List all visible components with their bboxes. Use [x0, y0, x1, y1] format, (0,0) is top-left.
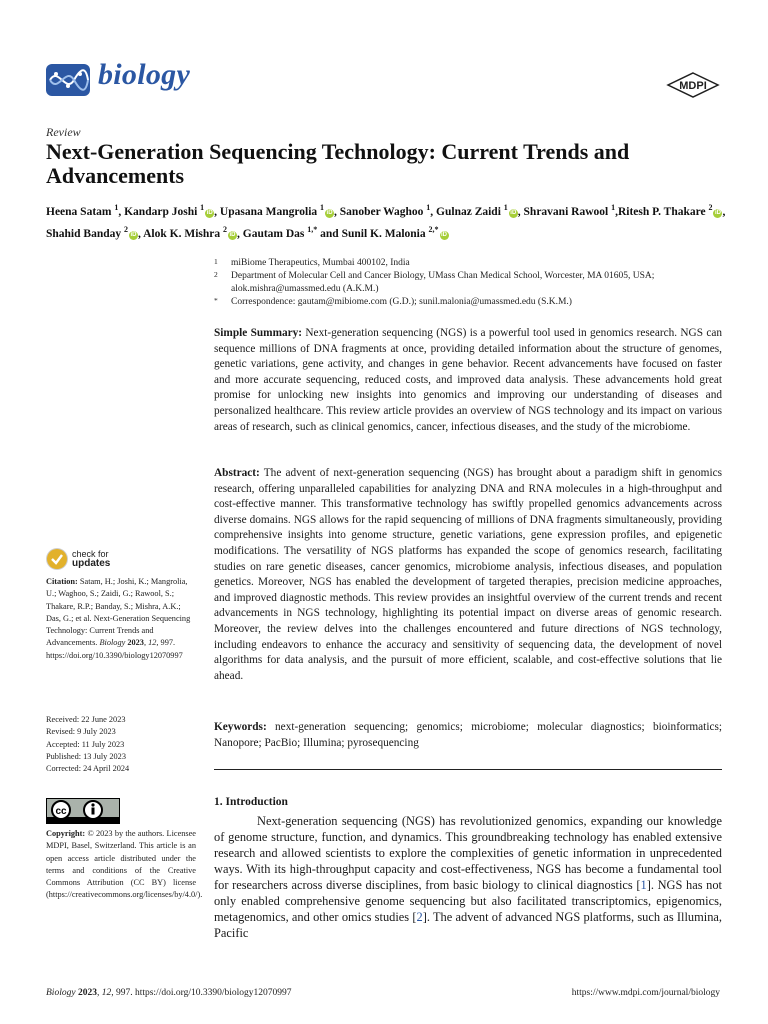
author-affiliation-marker: 1	[503, 203, 508, 212]
orcid-icon[interactable]: iD	[326, 209, 333, 216]
creative-commons-by-icon[interactable]	[46, 798, 120, 824]
author-name: Upasana Mangrolia	[219, 205, 321, 218]
citation-link[interactable]: 2	[416, 910, 423, 924]
author-name: Gautam Das	[242, 227, 308, 240]
footer-journal: Biology	[46, 988, 76, 998]
abstract-text: The advent of next-generation sequencing (NGS) has brought about a paradigm shift in genomics research, offering unparalleled capabilities for analyzing DNA and RNA molecules in a high-throughput and cost-effective manner. This transformative technology has swiftly propelled genomics advancements across diverse domains. NGS allows for the rapid sequencing of millions of DNA fragments simultaneously, providing comprehensive insights into genome structure, genetic variations, gene expression profiles, and epigenetic modifications. The versatility of NGS platforms has expanded the scope of genomics research, facilitating studies on rare genetic diseases, cancer genomics, microbiome analysis, infectious diseases, and population genetics. Moreover, NGS has enabled the development of targeted therapies, precision medicine approaches, and improved diagnostic methods. This review provides an insightful overview of the current trends and recent advancements in NGS technology, highlighting its potential impact on diverse areas of genomic research. Moreover, the review delves into the challenges encountered and future directions of NGS technology, including endeavors to enhance the accuracy and sensitivity of sequencing data, the development of novel algorithms for data analysis, and the pursuit of more efficient, scalable, and cost-effective solutions that lie ahead.	[214, 467, 722, 682]
orcid-icon[interactable]: iD	[206, 209, 213, 216]
author-affiliation-marker: 1,*	[307, 224, 318, 234]
author-affiliation-marker: 1	[426, 203, 431, 212]
keywords-text: next-generation sequencing; genomics; microbiome; molecular diagnostics; bioinformatics; Nanopore; PacBio; Illumina; pyrosequencing	[214, 721, 723, 749]
keywords-label: Keywords:	[214, 721, 267, 733]
author-name: Alok K. Mishra	[143, 227, 223, 240]
journal-name: biology	[98, 58, 191, 91]
author-affiliation-marker: 2	[124, 224, 128, 234]
author-affiliation-marker: 1	[320, 203, 325, 212]
citation-doi[interactable]: , 997. https://doi.org/10.3390/biology12070997	[46, 638, 183, 660]
author-list: Heena Satam $^1$, Kandarp Joshi $^1$iD , Upasana Mangrolia $^1$iD , Sanober Waghoo $^1$, Gulnaz Zaidi $^1$iD , Shravani Rawool $^1$,Ritesh P. Thakare $^2$iD , Shahid Banday $^2$iD , Alok K. Mishra $^2$iD , Gautam Das $^{1,*}$ and Sunil K. Malonia $^{2,*}$iD	[46, 203, 726, 240]
citation-link[interactable]: 1	[640, 878, 647, 892]
keywords	[214, 720, 722, 751]
publication-dates	[46, 714, 196, 775]
date-item: Received: 22 June 2023	[46, 715, 126, 724]
author-affiliation-marker: 1	[200, 203, 205, 212]
check-updates-icon	[46, 548, 68, 570]
section-divider	[214, 769, 722, 770]
introduction-text	[214, 813, 722, 941]
abstract	[214, 466, 722, 684]
abstract-label: Abstract:	[214, 467, 260, 479]
author-name: Heena Satam	[46, 205, 115, 218]
check-for-label: check for	[72, 549, 109, 559]
author-name: Sanober Waghoo	[339, 205, 427, 218]
citation-volume: 12	[148, 638, 157, 648]
affiliation-text: Department of Molecular Cell and Cancer Biology, UMass Chan Medical School, Worcester, MA 01605, USA; alok.mishra@umassmed.edu (A.K.M.)	[231, 271, 655, 294]
date-item: Published: 13 July 2023	[46, 751, 126, 761]
publisher-name: MDPI	[679, 80, 707, 92]
intro-text-segment: ]. NGS has not only enabled comprehensive genome sequencing but also facilitated transcriptomics, epigenomics, metagenomics, and other omics studies [	[214, 878, 723, 924]
footer-doi[interactable]: , 997. https://doi.org/10.3390/biology12070997	[111, 988, 292, 998]
copyright-text: © 2023 by the authors. Licensee MDPI, Basel, Switzerland. This article is an open access article distributed under the terms and conditions of the Creative Commons Attribution (CC BY) license (https://creativecommons.org/licenses/by/4.0/).	[46, 829, 203, 900]
simple-summary-label: Simple Summary:	[214, 327, 303, 339]
citation-journal: Biology	[99, 638, 126, 648]
date-item: Revised: 9 July 2023	[46, 727, 116, 737]
affiliation-marker: 2	[214, 270, 218, 279]
affiliation-item	[214, 270, 724, 296]
orcid-icon[interactable]: iD	[714, 209, 721, 216]
biology-journal-logo-icon	[46, 60, 90, 100]
author-name: Shahid Banday	[46, 227, 124, 240]
footer-year: 2023	[77, 988, 97, 998]
footer-volume: 12	[101, 988, 112, 998]
citation-block: Citation: Satam, H.; Joshi, K.; Mangrolia, U.; Waghoo, S.; Zaidi, G.; Rawool, S.; Thakare, R.P.; Banday, S.; Mishra, A.K.; Das, G.; et al. Next-Generation Sequencing Technology: Current Trends and Advancements. Biology 2023, 12, 997. https://doi.org/10.3390/biology12070997	[46, 577, 191, 660]
footer-journal-url[interactable]: https://www.mdpi.com/journal/biology	[571, 988, 720, 998]
citation-text: Satam, H.; Joshi, K.; Mangrolia, U.; Waghoo, S.; Zaidi, G.; Rawool, S.; Thakare, R.P.; Banday, S.; Mishra, A.K.; Das, G.; et al. Next-Generation Sequencing Technology: Current Trends and Advancements.	[46, 577, 191, 648]
simple-summary	[214, 326, 722, 435]
intro-text-segment: Next-generation sequencing (NGS) has revolutionized genomics, expanding our knowledge of genome structure, function, and dynamics. This groundbreaking technology has enabled extensive research and allowed scientists to explore the complexities of genetic information in unprecedented ways. With its high-throughput capacity and cost-effectiveness, NGS has become a fundamental tool for researchers across diverse disciplines, from basic biology to clinical diagnostics [	[214, 814, 722, 892]
author-affiliation-marker: 1	[114, 203, 119, 212]
date-item: Corrected: 24 April 2024	[46, 764, 130, 774]
author-name: Kandarp Joshi	[124, 205, 201, 218]
author-name: Gulnaz Zaidi	[436, 205, 504, 218]
citation-year: 2023	[127, 638, 144, 648]
affiliation-text: Correspondence: gautam@mibiome.com (G.D.); sunil.malonia@umassmed.edu (S.K.M.)	[231, 297, 572, 307]
copyright-block	[46, 828, 203, 902]
section-title: 1. Introduction	[214, 796, 288, 808]
author-name: Sunil K. Malonia	[341, 227, 429, 240]
svg-text:cc: cc	[55, 806, 67, 817]
author-affiliation-marker: 2	[223, 224, 227, 234]
affiliation-item	[214, 296, 724, 309]
affiliations	[214, 257, 724, 309]
simple-summary-text: Next-generation sequencing (NGS) is a powerful tool used in genomics research. NGS can sequence millions of DNA fragments at once, providing detailed information about the structure of genomes, genetic variations, gene activity, and changes in gene behavior. Recent advancements have focused on faster and more accurate sequencing, reduced costs, and improved data analysis. These advancements hold great promise for unlocking new insights into genomics and improving our understanding of diseases and personalized healthcare. This review article provides an overview of NGS technology and its impact on various areas of research, such as clinical genomics, cancer, infectious diseases, and the study of the microbiome.	[214, 327, 722, 433]
orcid-icon[interactable]: iD	[510, 209, 517, 216]
copyright-label: Copyright:	[46, 829, 86, 838]
citation-label: Citation:	[46, 577, 78, 586]
orcid-icon[interactable]: iD	[229, 231, 236, 238]
affiliation-text: miBiome Therapeutics, Mumbai 400102, India	[231, 258, 410, 268]
author-name: Shravani Rawool	[523, 205, 612, 218]
author-affiliation-marker: 2,*	[428, 224, 439, 234]
mdpi-logo-icon	[666, 72, 720, 98]
affiliation-marker: 1	[214, 257, 218, 266]
article-type: Review	[46, 125, 81, 139]
date-item: Accepted: 11 July 2023	[46, 739, 125, 749]
author-name: Ritesh P. Thakare	[617, 205, 709, 218]
affiliation-item	[214, 257, 724, 270]
article-title: Next-Generation Sequencing Technology: Current Trends and Advancements	[46, 139, 630, 188]
author-affiliation-marker: 2	[708, 203, 713, 212]
author-affiliation-marker: 1	[611, 203, 616, 212]
affiliation-marker: *	[214, 296, 218, 305]
orcid-icon[interactable]: iD	[441, 231, 447, 238]
intro-text-segment: ]. The advent of advanced NGS platforms, such as Illumina, Pacific	[214, 910, 722, 940]
check-for-updates-button[interactable]	[46, 546, 196, 576]
footer-citation: Biology 2023, 12, 997. https://doi.org/10.3390/biology12070997	[46, 988, 292, 998]
orcid-icon[interactable]: iD	[130, 231, 137, 238]
updates-label: updates	[72, 558, 111, 569]
